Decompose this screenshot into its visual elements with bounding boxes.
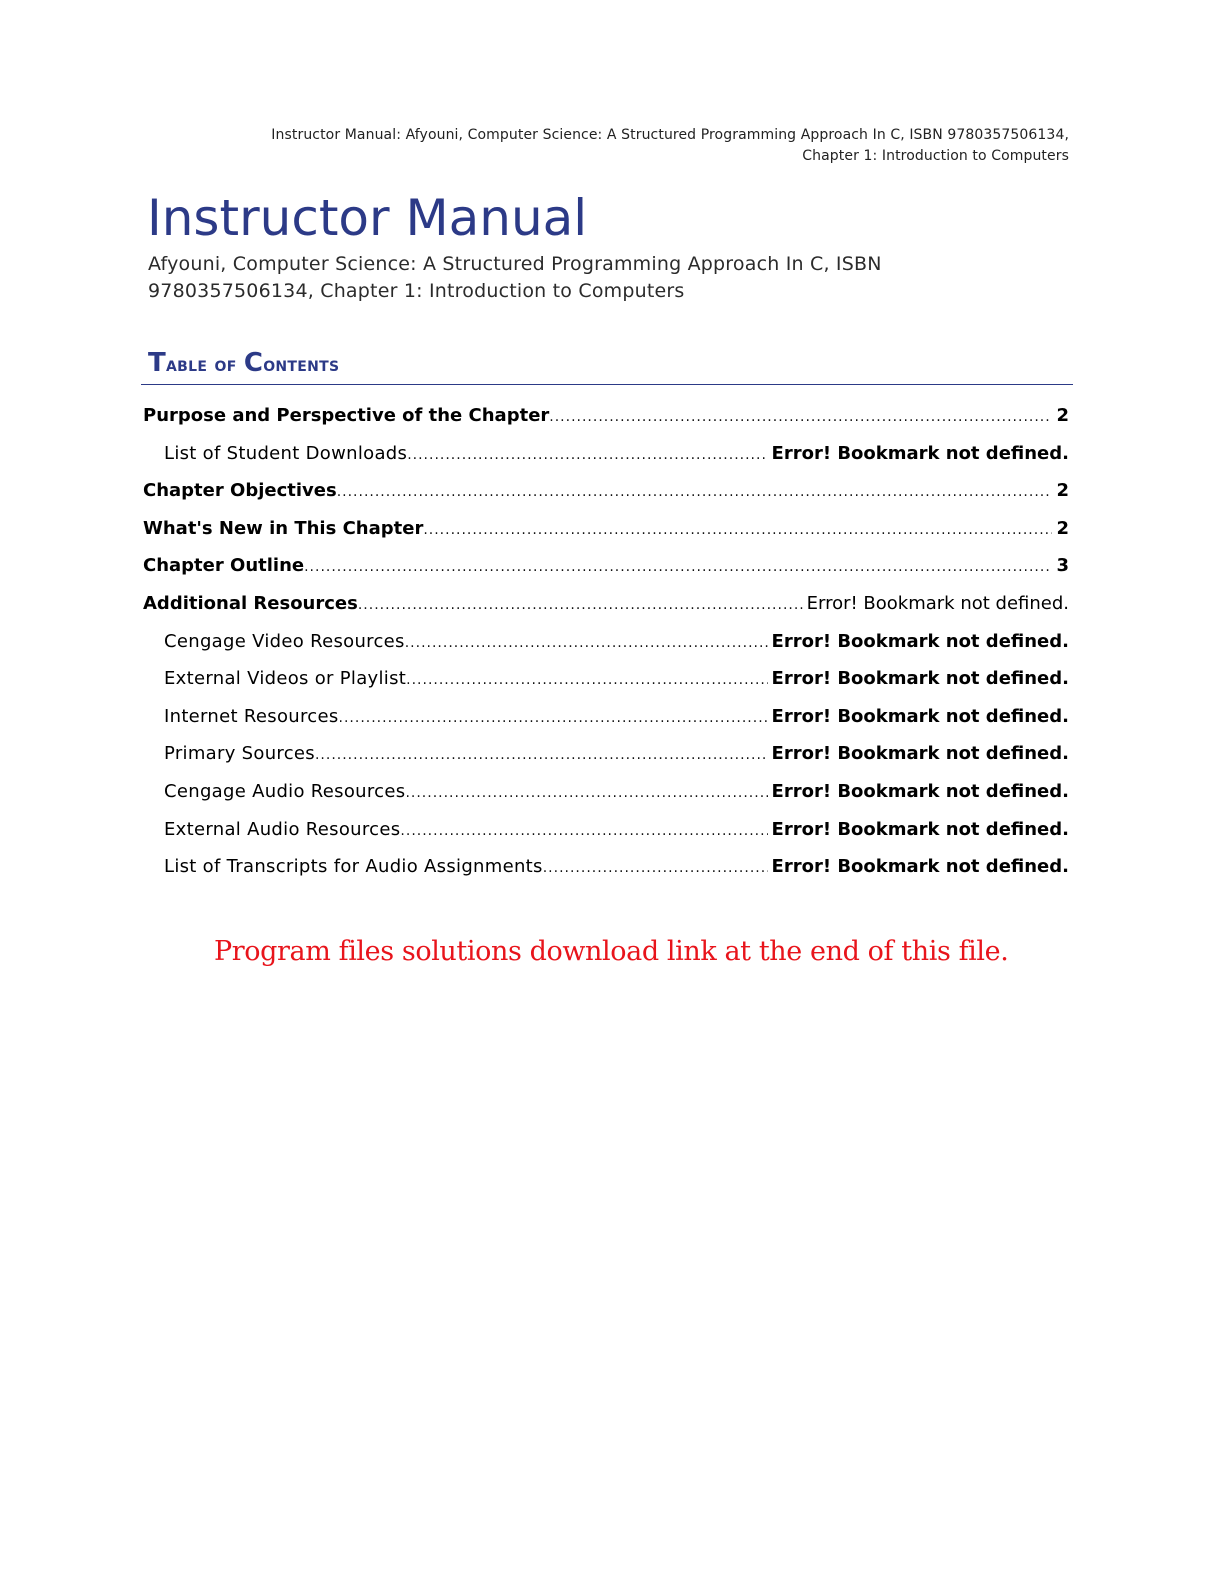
toc-entry-page: Error! Bookmark not defined.	[771, 743, 1069, 765]
toc-dot-leader	[549, 399, 1052, 435]
toc-entry-whats-new[interactable]	[143, 510, 1069, 548]
toc-dot-leader	[543, 850, 768, 886]
toc-entry-label: List of Student Downloads	[164, 442, 408, 464]
toc-entry-label: Cengage Video Resources	[164, 630, 405, 652]
toc-entry-label: Internet Resources	[164, 705, 339, 727]
toc-entry-page: Error! Bookmark not defined.	[771, 780, 1069, 802]
toc-entry-label: External Videos or Playlist	[164, 668, 407, 690]
toc-dot-leader	[315, 737, 768, 773]
toc-entry-page: Error! Bookmark not defined.	[771, 630, 1069, 652]
toc-entry-page: Error! Bookmark not defined.	[771, 856, 1069, 878]
download-notice: Program files solutions download link at the end of this file.	[214, 936, 1009, 967]
toc-entry-chapter-outline[interactable]	[143, 547, 1069, 585]
toc-dot-leader	[423, 512, 1052, 548]
toc-heading	[148, 343, 339, 384]
toc-entry-transcripts[interactable]	[143, 848, 1069, 886]
toc-entry-primary-sources[interactable]	[143, 735, 1069, 773]
toc-dot-leader	[339, 700, 768, 736]
toc-dot-leader	[358, 587, 803, 623]
toc-entry-page: 2	[1056, 405, 1069, 426]
table-of-contents	[143, 397, 1069, 886]
toc-heading-part-1: able of	[166, 352, 244, 376]
toc-entry-page: Error! Bookmark not defined.	[771, 668, 1069, 690]
document-title: Instructor Manual	[147, 189, 588, 247]
toc-heading-part-2: ontents	[263, 352, 340, 376]
toc-entry-page: 2	[1056, 480, 1069, 502]
toc-entry-label: Additional Resources	[143, 592, 358, 614]
toc-entry-page: 2	[1056, 517, 1069, 539]
toc-entry-label: What's New in This Chapter	[143, 517, 424, 539]
toc-entry-label: Chapter Outline	[143, 555, 305, 577]
toc-entry-cengage-video[interactable]	[143, 623, 1069, 661]
toc-dot-leader	[400, 813, 767, 849]
toc-entry-cengage-audio[interactable]	[143, 773, 1069, 811]
toc-entry-page: Error! Bookmark not defined.	[771, 705, 1069, 727]
toc-entry-page: Error! Bookmark not defined.	[806, 592, 1069, 614]
toc-dot-leader	[407, 437, 767, 473]
toc-dot-leader	[405, 625, 768, 661]
toc-entry-label: Purpose and Perspective of the Chapter	[143, 405, 550, 426]
toc-entry-label: External Audio Resources	[164, 818, 401, 840]
toc-entry-page: Error! Bookmark not defined.	[771, 818, 1069, 840]
toc-entry-internet-resources[interactable]	[143, 698, 1069, 736]
toc-dot-leader	[304, 549, 1052, 585]
toc-dot-leader	[337, 474, 1053, 510]
toc-dot-leader	[405, 775, 767, 811]
toc-entry-external-audio[interactable]	[143, 811, 1069, 849]
toc-heading-initial-c: C	[243, 348, 264, 378]
toc-entry-external-videos[interactable]	[143, 660, 1069, 698]
toc-heading-initial-t: T	[148, 348, 167, 378]
toc-entry-label: Primary Sources	[164, 743, 315, 765]
toc-entry-label: Chapter Objectives	[143, 480, 337, 502]
toc-divider	[141, 384, 1073, 385]
toc-entry-student-downloads[interactable]	[143, 435, 1069, 473]
toc-entry-label: List of Transcripts for Audio Assignments	[164, 856, 543, 878]
running-header	[150, 125, 1069, 167]
running-header-line-2: Chapter 1: Introduction to Computers	[802, 148, 1069, 164]
running-header-line-1: Instructor Manual: Afyouni, Computer Science: A Structured Programming Approach In C, ISBN 9780357506134,	[271, 127, 1069, 143]
toc-entry-chapter-objectives[interactable]	[143, 472, 1069, 510]
toc-entry-page: Error! Bookmark not defined.	[771, 442, 1069, 464]
toc-entry-purpose[interactable]	[143, 397, 1069, 435]
toc-entry-additional-resources[interactable]	[143, 585, 1069, 623]
toc-dot-leader	[406, 662, 767, 698]
subtitle-line-2: 9780357506134, Chapter 1: Introduction to Computers	[148, 280, 685, 302]
toc-entry-page: 3	[1056, 555, 1069, 577]
subtitle-line-1: Afyouni, Computer Science: A Structured Programming Approach In C, ISBN	[148, 253, 882, 275]
document-subtitle	[148, 251, 1048, 305]
toc-entry-label: Cengage Audio Resources	[164, 780, 406, 802]
